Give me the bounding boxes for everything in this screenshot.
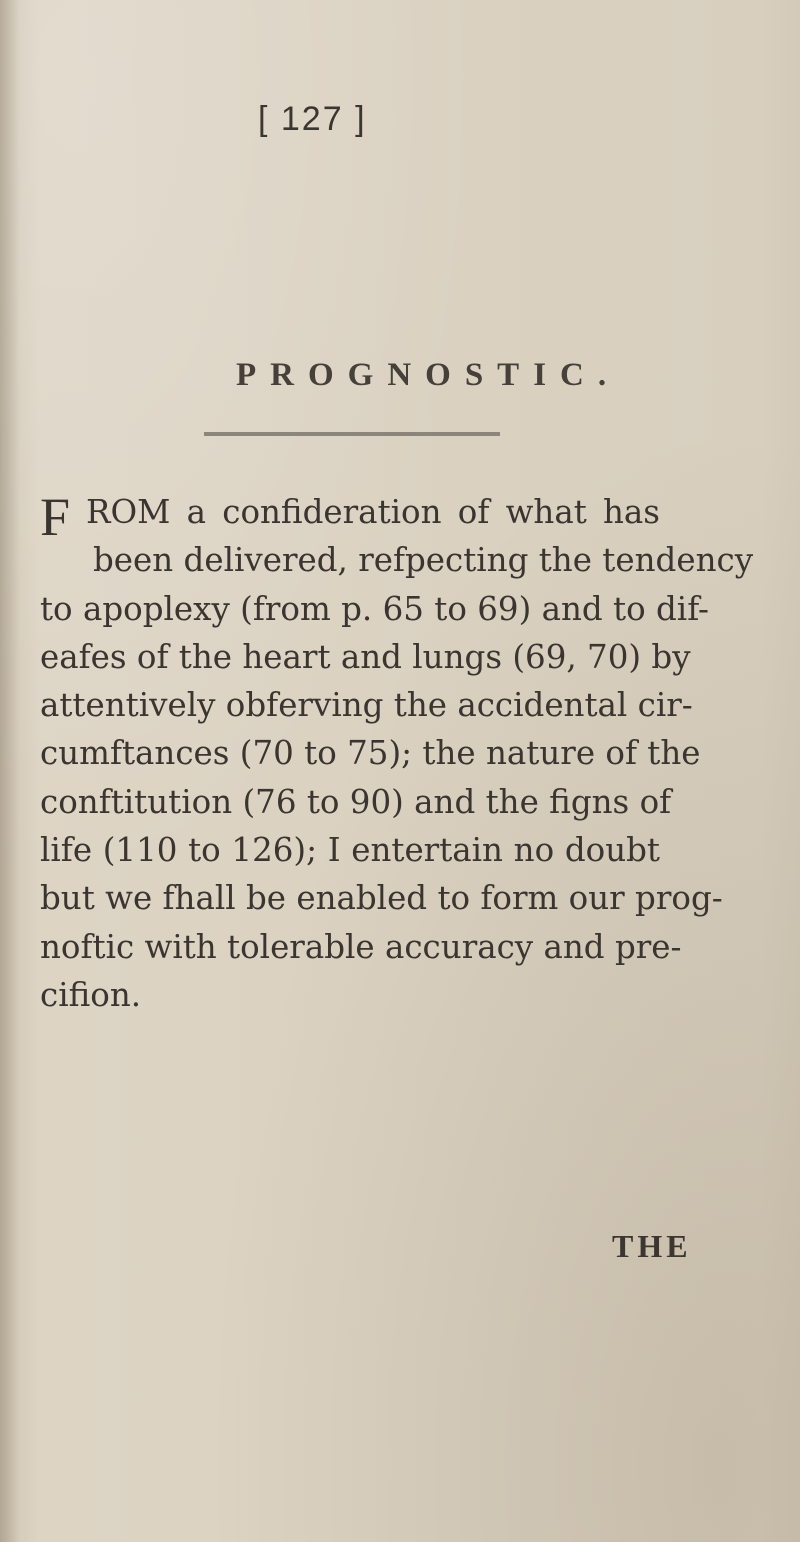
text-line: conftitution (76 to 90) and the figns of <box>40 782 672 821</box>
text-line: cumftances (70 to 75); the nature of the <box>40 734 701 773</box>
page-number: [ 127 ] <box>258 100 367 138</box>
text-line: life (110 to 126); I entertain no doubt <box>40 831 660 870</box>
section-title: PROGNOSTIC. <box>236 357 621 393</box>
body-paragraph <box>40 488 754 1019</box>
title-rule <box>204 432 500 436</box>
text-line: noftic with tolerable accuracy and pre- <box>40 927 682 966</box>
text-line: cifion. <box>40 975 142 1014</box>
catchword: THE <box>612 1228 692 1264</box>
text-line: been delivered, refpecting the tendency <box>93 541 754 580</box>
text-line: ROM a confideration of what has <box>86 493 660 531</box>
drop-cap: F <box>40 487 71 547</box>
text-line: to apoplexy (from p. 65 to 69) and to dif- <box>40 589 710 628</box>
text-line: attentively obferving the accidental cir- <box>40 686 693 725</box>
page-edge-shadow <box>0 0 20 1542</box>
text-line: but we fhall be enabled to form our prog- <box>40 879 723 918</box>
text-line: eafes of the heart and lungs (69, 70) by <box>40 637 691 676</box>
